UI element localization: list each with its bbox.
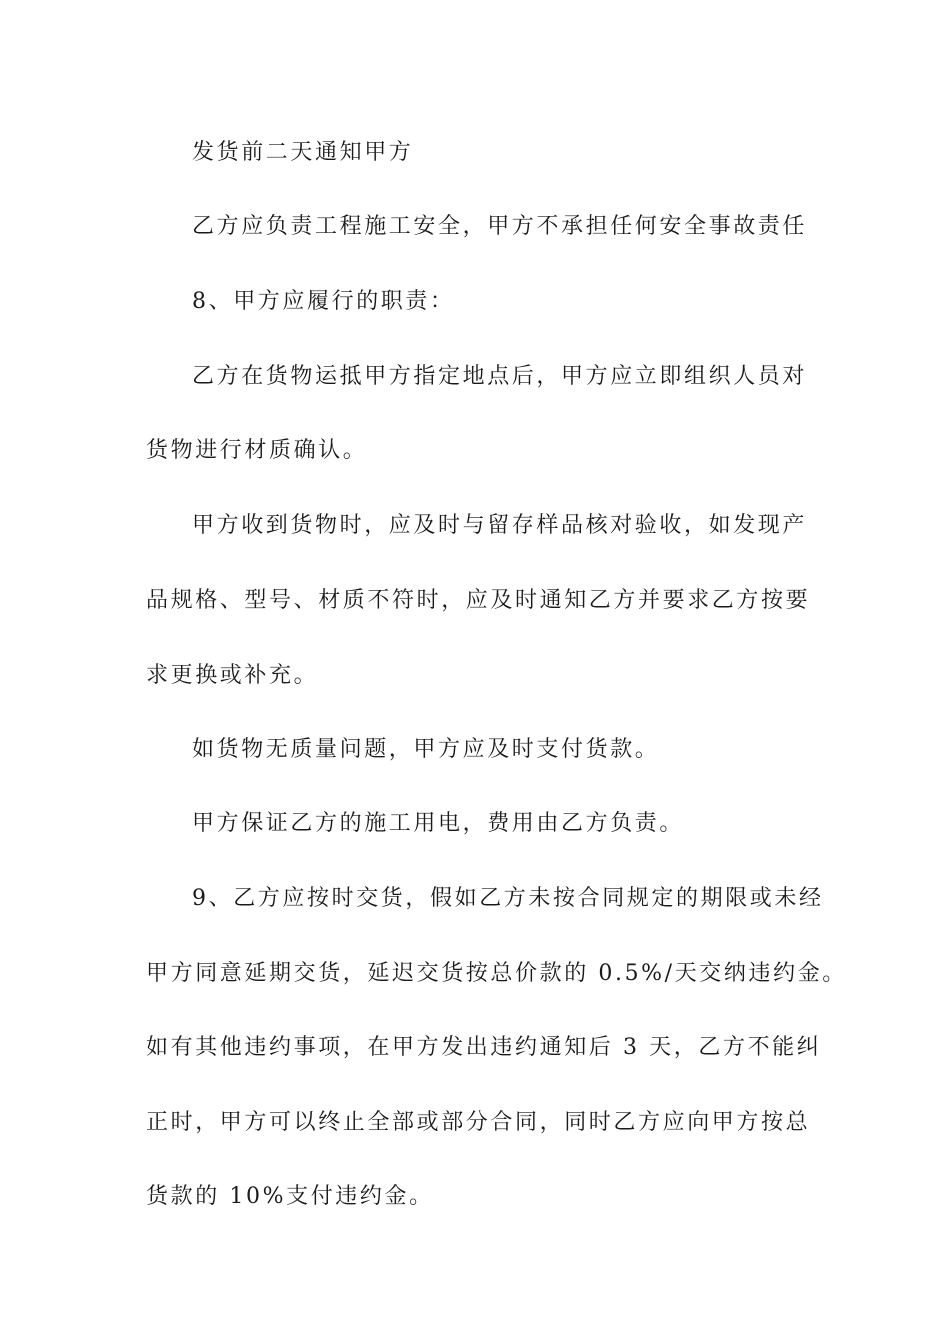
paragraph-line: 正时，甲方可以终止全部或部分合同，同时乙方应向甲方按总 [146,1110,811,1135]
paragraph-line: 甲方保证乙方的施工用电，费用由乙方负责。 [192,811,685,836]
paragraph-line: 货物进行材质确认。 [146,438,368,463]
paragraph-line: 如货物无质量问题，甲方应及时支付货款。 [192,737,660,762]
paragraph-line: 乙方在货物运抵甲方指定地点后，甲方应立即组织人员对 [192,364,808,389]
paragraph-line: 甲方同意延期交货，延迟交货按总价款的 0.5%/天交纳违约金。 [146,961,847,986]
paragraph-line: 如有其他违约事项，在甲方发出违约通知后 3 天，乙方不能纠 [146,1035,822,1060]
section-heading: 9、乙方应按时交货，假如乙方未按合同规定的期限或未经 [192,886,824,911]
paragraph-line: 求更换或补充。 [146,663,319,688]
section-heading: 8、甲方应履行的职责： [192,289,455,314]
paragraph-line: 品规格、型号、材质不符时，应及时通知乙方并要求乙方按要 [146,588,811,613]
paragraph-line: 乙方应负责工程施工安全，甲方不承担任何安全事故责任 [192,214,808,239]
paragraph-line: 甲方收到货物时，应及时与留存样品核对验收，如发现产 [192,513,808,538]
paragraph-line: 发货前二天通知甲方 [192,140,414,165]
paragraph-line: 货款的 10%支付违约金。 [146,1184,434,1209]
